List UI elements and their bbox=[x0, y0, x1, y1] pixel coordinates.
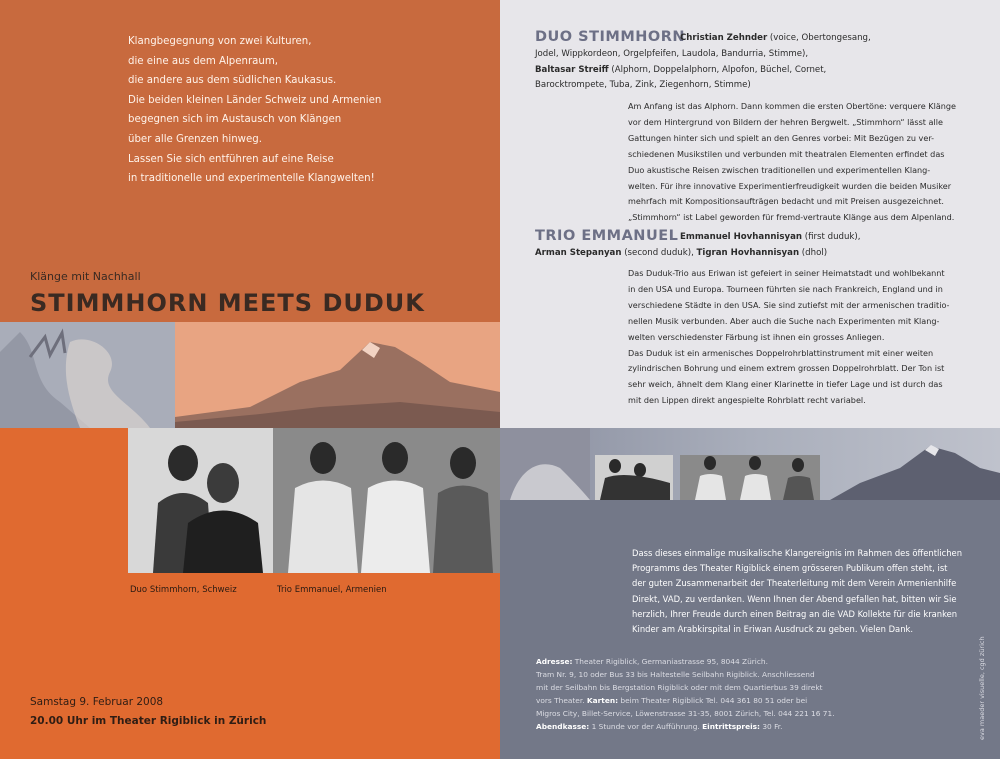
thanks-line: Direkt, VAD, zu verdanken. Wenn Ihnen der Abend gefallen hat, bitten wir Sie bbox=[632, 593, 957, 604]
trio-member1-instrument: (first duduk), bbox=[802, 232, 861, 242]
duo-text-line: Gattungen hinter sich und spielt an den Genres vorbei: Mit Bezügen zu ver- bbox=[628, 132, 935, 143]
address-line: Migros City, Billet-Service, Löwenstrasse 31-35, 8001 Zürich, Tel. 044 221 16 71. bbox=[536, 709, 835, 718]
trio-text-line: verschiedene Städte in den USA. Sie sind zutiefst mit der armenischen traditio- bbox=[628, 299, 950, 310]
trio-text-line: Das Duduk-Trio aus Eriwan ist gefeiert in seiner Heimatstadt und wohlbekannt bbox=[628, 268, 945, 278]
intro-line: die eine aus dem Alpenraum, bbox=[128, 55, 279, 67]
tickets-label: Karten: bbox=[586, 696, 619, 705]
trio-text-line: in den USA und Europa. Tourneen führten sie nach Frankreich, England und in bbox=[628, 283, 943, 294]
duo-member2-instruments-cont: Barocktrompete, Tuba, Zink, Ziegenhorn, Stimme) bbox=[535, 80, 751, 91]
trio-members bbox=[535, 230, 975, 262]
event-kicker: Klänge mit Nachhall bbox=[30, 270, 141, 283]
duo-text-line: „Stimmhorn“ ist Label geworden für fremd-vertraute Klänge aus dem Alpenland. bbox=[628, 212, 955, 223]
event-date-block bbox=[30, 693, 266, 731]
duo-description bbox=[628, 99, 973, 226]
duo-stimmhorn-photo bbox=[128, 428, 273, 573]
trio-member3-instrument: (dhol) bbox=[799, 247, 828, 258]
duo-member2-name: Baltasar Streiff bbox=[535, 64, 609, 75]
duo-member1-name: Christian Zehnder bbox=[680, 33, 768, 43]
trio-text-line: sehr weich, ähnelt dem Klang einer Klarinette in tiefer Lage und ist durch das bbox=[628, 379, 943, 390]
thanks-text bbox=[632, 546, 977, 637]
box-office-label: Abendkasse: bbox=[536, 722, 590, 731]
duo-title: DUO STIMMHORN bbox=[535, 29, 686, 45]
trio-text-line: welten verschiedenster Färbung ist ihnen ein grosses Anliegen. bbox=[628, 331, 885, 342]
trio-member3-name: Tigran Hovhannisyan bbox=[696, 247, 800, 258]
intro-line: über alle Grenzen hinweg. bbox=[128, 133, 262, 145]
trio-text-line: mit den Lippen direkt angespielte Rohrblatt recht variabel. bbox=[628, 395, 866, 406]
trio-emmanuel-photo bbox=[273, 428, 500, 573]
trio-description bbox=[628, 266, 973, 409]
intro-line: die andere aus dem südlichen Kaukasus. bbox=[128, 75, 337, 87]
duo-member1-instruments: (voice, Obertongesang, bbox=[767, 33, 871, 43]
intro-line: in traditionelle und experimentelle Klangwelten! bbox=[128, 173, 375, 185]
address-label: Adresse: bbox=[536, 657, 573, 666]
box-office-text: 1 Stunde vor der Aufführung. bbox=[589, 722, 703, 731]
event-date: Samstag 9. Februar 2008 bbox=[30, 696, 164, 708]
address-line: vors Theater. bbox=[536, 696, 587, 705]
duo-member2-instruments: (Alphorn, Doppelalphorn, Alpofon, Büchel, Cornet, bbox=[608, 64, 827, 75]
price-label: Eintrittspreis: bbox=[702, 722, 760, 731]
intro-line: begegnen sich im Austausch von Klängen bbox=[128, 114, 342, 126]
address-block bbox=[536, 655, 876, 733]
thanks-line: der guten Zusammenarbeit der Theaterleitung mit dem Verein Armenienhilfe bbox=[632, 578, 957, 589]
thanks-line: Kinder am Arabkirspital in Eriwan Ausdruck zu geben. Vielen Dank. bbox=[632, 624, 914, 635]
address-line: mit der Seilbahn bis Bergstation Rigiblick oder mit dem Quartierbus 39 direkt bbox=[536, 683, 823, 692]
duo-text-line: mehrfach mit Kompositionsaufträgen bedacht und mit Preisen ausgezeichnet. bbox=[628, 196, 944, 207]
intro-line: Klangbegegnung von zwei Kulturen, bbox=[128, 36, 312, 47]
duo-text-line: vor dem Hintergrund von Bildern der hehren Bergwelt. „Stimmhorn“ lässt alle bbox=[628, 116, 943, 127]
trio-member2-name: Arman Stepanyan bbox=[535, 247, 622, 258]
tickets-text: beim Theater Rigiblick Tel. 044 361 80 51 oder bei bbox=[618, 696, 808, 705]
thanks-line: Dass dieses einmalige musikalische Klangereignis im Rahmen des öffentlichen bbox=[632, 548, 963, 558]
trio-member2-instrument: (second duduk), bbox=[621, 247, 697, 258]
duo-text-line: Am Anfang ist das Alphorn. Dann kommen die ersten Obertöne: verquere Klänge bbox=[628, 101, 957, 111]
trio-title: TRIO EMMANUEL bbox=[535, 228, 679, 244]
duo-members bbox=[535, 31, 975, 94]
design-credit: eva maeder visuelle, cgd zürich bbox=[978, 636, 986, 740]
duo-member1-instruments-cont: Jodel, Wippkordeon, Orgelpfeifen, Laudola, Bandurria, Stimme), bbox=[535, 48, 809, 59]
thanks-line: herzlich, Ihrer Freude durch einen Beitrag an die VAD Kollekte für die kranken bbox=[632, 608, 958, 619]
trio-text-line: nellen Musik verbunden. Aber auch die Suche nach Experimenten mit Klang- bbox=[628, 315, 940, 326]
landscape-image-band bbox=[0, 322, 500, 428]
duo-text-line: Duo akustische Reisen zwischen traditionellen und experimentellen Klang- bbox=[628, 164, 931, 175]
thanks-line: Programms des Theater Rigiblick einem grösseren Publikum offen steht, ist bbox=[632, 563, 948, 574]
address-line: Tram Nr. 9, 10 oder Bus 33 bis Haltestelle Seilbahn Rigiblick. Anschliessend bbox=[536, 670, 815, 679]
price-text: 30 Fr. bbox=[759, 722, 783, 731]
trio-text-line: Das Duduk ist ein armenisches Doppelrohrblattinstrument mit einer weiten bbox=[628, 347, 934, 358]
event-time-place: 20.00 Uhr im Theater Rigiblick in Zürich bbox=[30, 715, 267, 727]
caption-duo: Duo Stimmhorn, Schweiz bbox=[130, 585, 237, 595]
intro-line: Lassen Sie sich entführen auf eine Reise bbox=[128, 153, 334, 165]
intro-text bbox=[128, 32, 458, 189]
trio-member1-name: Emmanuel Hovhannisyan bbox=[680, 232, 803, 242]
event-title: STIMMHORN MEETS DUDUK bbox=[30, 289, 425, 317]
trio-text-line: zylindrischen Bohrung und einem extrem grossen Doppelrohrblatt. Der Ton ist bbox=[628, 363, 945, 374]
intro-line: Die beiden kleinen Länder Schweiz und Armenien bbox=[128, 94, 382, 106]
duo-text-line: schiedenen Musikstilen und verbunden mit theatralen Elementen erfindet das bbox=[628, 148, 945, 159]
address-text: Theater Rigiblick, Germaniastrasse 95, 8044 Zürich. bbox=[572, 657, 768, 666]
right-image-band bbox=[500, 428, 1000, 500]
duo-text-line: welten. Für ihre innovative Experimentierfreudigkeit wurden die beiden Musiker bbox=[628, 180, 952, 191]
caption-trio: Trio Emmanuel, Armenien bbox=[277, 585, 387, 595]
